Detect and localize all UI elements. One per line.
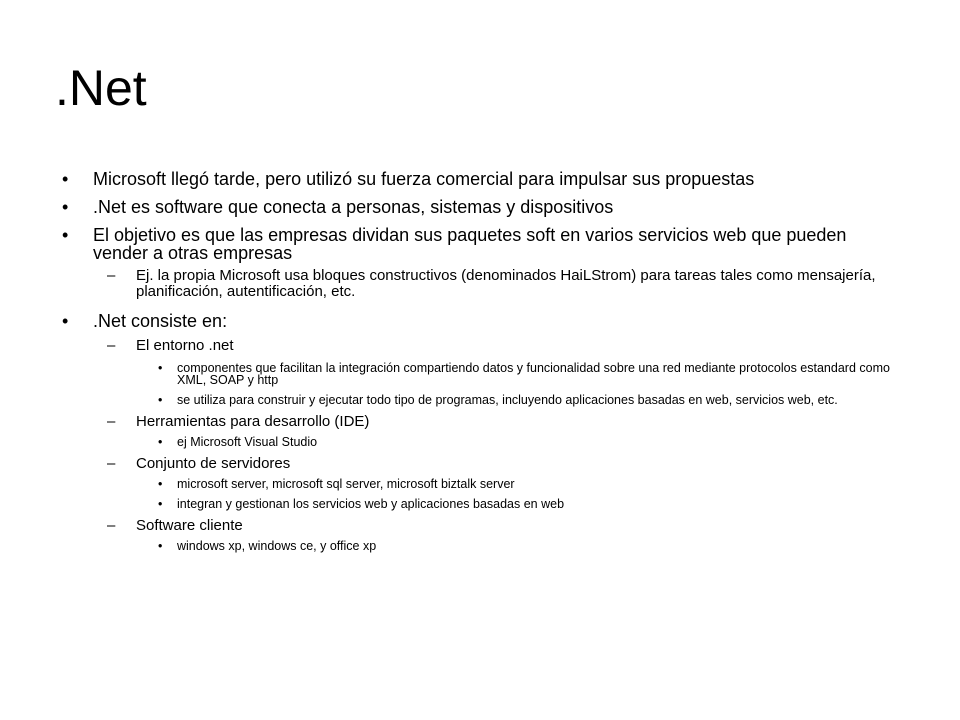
sub-bullet-item (0, 338, 960, 354)
dash-marker: – (107, 413, 116, 430)
sub-bullet-text: Software cliente (136, 517, 243, 534)
sub-sub-bullet-item (0, 478, 960, 490)
sub-sub-bullet-item (0, 394, 960, 406)
sub-bullet-item (0, 414, 960, 430)
bullet-marker: • (158, 539, 163, 553)
bullet-marker: • (62, 225, 69, 245)
slide-title: .Net (55, 60, 147, 116)
bullet-marker: • (158, 435, 163, 449)
sub-sub-bullet-item (0, 540, 960, 552)
sub-sub-bullet-item (0, 436, 960, 448)
sub-bullet-item (0, 518, 960, 534)
dash-marker: – (107, 267, 116, 284)
sub-sub-bullet-item (0, 362, 960, 386)
bullet-item (0, 198, 960, 216)
slide-content (0, 170, 960, 560)
bullet-text: Microsoft llegó tarde, pero utilizó su fuerza comercial para impulsar sus propuestas (93, 169, 755, 189)
dash-marker: – (107, 455, 116, 472)
sub-bullet-text: Herramientas para desarrollo (IDE) (136, 413, 370, 430)
dash-marker: – (107, 517, 116, 534)
sub-bullet-item (0, 456, 960, 472)
bullet-marker: • (158, 477, 163, 491)
bullet-text: El objetivo es que las empresas dividan sus paquetes soft en varios servicios web que pueden vender a otras empresas (93, 225, 847, 263)
bullet-text: .Net es software que conecta a personas, sistemas y dispositivos (93, 197, 614, 217)
sub-bullet-text: Ej. la propia Microsoft usa bloques constructivos (denominados HaiLStrom) para tareas tales como mensajería, planificación, autentificación, etc. (136, 267, 876, 300)
sub-sub-bullet-text: ej Microsoft Visual Studio (177, 435, 318, 449)
sub-sub-bullet-text: integran y gestionan los servicios web y aplicaciones basadas en web (177, 497, 565, 511)
bullet-item (0, 226, 960, 262)
sub-sub-bullet-item (0, 498, 960, 510)
sub-bullet-item (0, 268, 960, 300)
bullet-marker: • (62, 311, 69, 331)
bullet-marker: • (62, 197, 69, 217)
bullet-marker: • (158, 361, 163, 375)
sub-sub-bullet-text: se utiliza para construir y ejecutar todo tipo de programas, incluyendo aplicaciones basadas en web, servicios web, etc. (177, 393, 838, 407)
sub-sub-bullet-text: microsoft server, microsoft sql server, microsoft biztalk server (177, 477, 515, 491)
sub-bullet-text: El entorno .net (136, 337, 234, 354)
bullet-marker: • (62, 169, 69, 189)
bullet-marker: • (158, 497, 163, 511)
bullet-marker: • (158, 393, 163, 407)
dash-marker: – (107, 337, 116, 354)
sub-sub-bullet-text: windows xp, windows ce, y office xp (177, 539, 377, 553)
sub-sub-bullet-text: componentes que facilitan la integración compartiendo datos y funcionalidad sobre una red mediante protocolos estandard como XML, SOAP y http (177, 361, 890, 387)
bullet-text: .Net consiste en: (93, 311, 228, 331)
bullet-item (0, 312, 960, 330)
sub-bullet-text: Conjunto de servidores (136, 455, 291, 472)
bullet-item (0, 170, 960, 188)
